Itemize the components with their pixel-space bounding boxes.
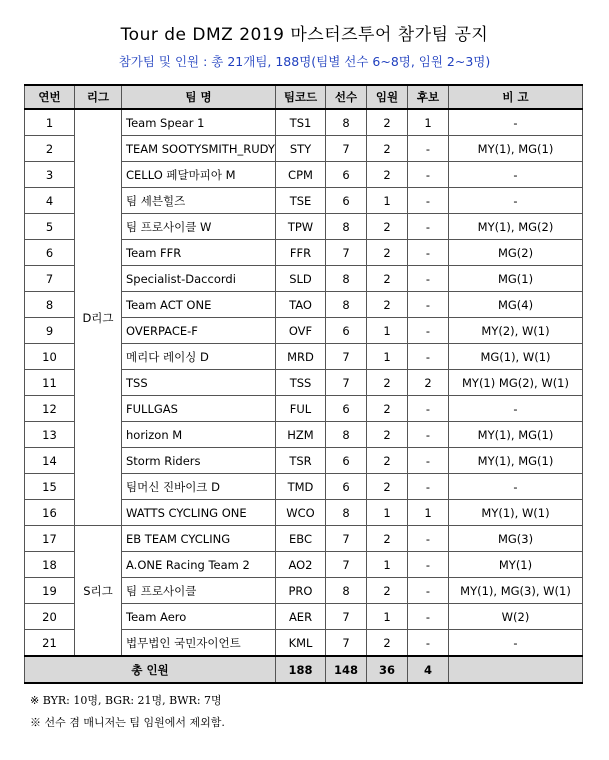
- cell-reserves: 1: [408, 109, 449, 136]
- cell-reserves: -: [408, 344, 449, 370]
- cell-note: -: [449, 109, 583, 136]
- cell-number: 16: [25, 500, 75, 526]
- cell-team-code: MRD: [276, 344, 326, 370]
- cell-reserves: -: [408, 604, 449, 630]
- cell-staff: 1: [367, 344, 408, 370]
- cell-team-name: TEAM SOOTYSMITH_RUDY: [122, 136, 276, 162]
- cell-team-code: KML: [276, 630, 326, 657]
- cell-note: MG(1), W(1): [449, 344, 583, 370]
- cell-number: 18: [25, 552, 75, 578]
- cell-number: 7: [25, 266, 75, 292]
- cell-team-code: EBC: [276, 526, 326, 552]
- cell-number: 11: [25, 370, 75, 396]
- cell-team-name: 팀 프로사이클: [122, 578, 276, 604]
- cell-number: 4: [25, 188, 75, 214]
- cell-reserves: -: [408, 526, 449, 552]
- cell-staff: 2: [367, 214, 408, 240]
- document-subtitle: 참가팀 및 인원 : 총 21개팀, 188명(팀별 선수 6~8명, 임원 2~3명): [118, 54, 491, 69]
- cell-players: 6: [326, 474, 367, 500]
- cell-players: 7: [326, 344, 367, 370]
- cell-note: MG(4): [449, 292, 583, 318]
- cell-number: 1: [25, 109, 75, 136]
- cell-league: S리그: [75, 526, 122, 657]
- cell-team-name: 팀 세븐힐즈: [122, 188, 276, 214]
- cell-players: 7: [326, 552, 367, 578]
- cell-number: 10: [25, 344, 75, 370]
- cell-reserves: -: [408, 292, 449, 318]
- cell-note: MG(1): [449, 266, 583, 292]
- cell-reserves: -: [408, 474, 449, 500]
- cell-reserves: -: [408, 240, 449, 266]
- cell-team-code: TSE: [276, 188, 326, 214]
- cell-note: W(2): [449, 604, 583, 630]
- cell-team-name: CELLO 페달마피아 M: [122, 162, 276, 188]
- cell-note: MY(1) MG(2), W(1): [449, 370, 583, 396]
- cell-team-code: OVF: [276, 318, 326, 344]
- cell-number: 20: [25, 604, 75, 630]
- cell-staff: 1: [367, 552, 408, 578]
- cell-staff: 2: [367, 396, 408, 422]
- cell-staff: 2: [367, 136, 408, 162]
- cell-team-name: Team Spear 1: [122, 109, 276, 136]
- cell-staff: 1: [367, 500, 408, 526]
- total-note: [449, 656, 583, 683]
- total-row: [25, 656, 583, 683]
- cell-note: MY(1), MG(1): [449, 448, 583, 474]
- cell-staff: 1: [367, 188, 408, 214]
- cell-staff: 2: [367, 578, 408, 604]
- cell-staff: 2: [367, 448, 408, 474]
- total-all: 188: [276, 656, 326, 683]
- cell-players: 6: [326, 162, 367, 188]
- cell-staff: 2: [367, 240, 408, 266]
- cell-note: MY(1), W(1): [449, 500, 583, 526]
- cell-reserves: -: [408, 552, 449, 578]
- cell-reserves: -: [408, 136, 449, 162]
- cell-number: 8: [25, 292, 75, 318]
- cell-players: 7: [326, 370, 367, 396]
- cell-reserves: -: [408, 630, 449, 657]
- cell-team-code: TPW: [276, 214, 326, 240]
- cell-players: 7: [326, 136, 367, 162]
- cell-team-code: CPM: [276, 162, 326, 188]
- total-reserves: 4: [408, 656, 449, 683]
- cell-number: 13: [25, 422, 75, 448]
- cell-number: 5: [25, 214, 75, 240]
- cell-team-name: 메리다 레이싱 D: [122, 344, 276, 370]
- cell-team-name: Team FFR: [122, 240, 276, 266]
- cell-staff: 2: [367, 526, 408, 552]
- cell-team-code: WCO: [276, 500, 326, 526]
- cell-staff: 2: [367, 292, 408, 318]
- cell-team-code: TSS: [276, 370, 326, 396]
- col-header-league: 리그: [75, 85, 122, 109]
- col-header-team-code: 팀코드: [276, 85, 326, 109]
- cell-league: D리그: [75, 109, 122, 526]
- cell-staff: 2: [367, 162, 408, 188]
- col-header-notes: 비 고: [449, 85, 583, 109]
- cell-reserves: 2: [408, 370, 449, 396]
- col-header-team-name: 팀 명: [122, 85, 276, 109]
- cell-staff: 2: [367, 630, 408, 657]
- cell-team-code: HZM: [276, 422, 326, 448]
- cell-team-code: FFR: [276, 240, 326, 266]
- cell-reserves: -: [408, 214, 449, 240]
- cell-number: 3: [25, 162, 75, 188]
- footnote-manager-rule: ※ 선수 겸 매니저는 팀 임원에서 제외함.: [30, 716, 225, 729]
- document-title: Tour de DMZ 2019 마스터즈투어 참가팀 공지: [120, 25, 489, 45]
- cell-number: 17: [25, 526, 75, 552]
- cell-reserves: -: [408, 422, 449, 448]
- cell-players: 6: [326, 188, 367, 214]
- cell-team-name: 팀머신 진바이크 D: [122, 474, 276, 500]
- team-roster-table: [24, 84, 583, 684]
- table-row: [25, 109, 583, 136]
- cell-players: 8: [326, 578, 367, 604]
- cell-note: -: [449, 162, 583, 188]
- cell-number: 2: [25, 136, 75, 162]
- cell-staff: 1: [367, 318, 408, 344]
- cell-reserves: 1: [408, 500, 449, 526]
- cell-reserves: -: [408, 448, 449, 474]
- footnotes: [30, 690, 225, 734]
- cell-note: -: [449, 396, 583, 422]
- cell-team-name: 법무법인 국민자이언트: [122, 630, 276, 657]
- cell-team-name: horizon M: [122, 422, 276, 448]
- cell-team-name: TSS: [122, 370, 276, 396]
- cell-team-code: STY: [276, 136, 326, 162]
- cell-team-name: OVERPACE-F: [122, 318, 276, 344]
- cell-note: -: [449, 474, 583, 500]
- cell-team-name: FULLGAS: [122, 396, 276, 422]
- cell-note: -: [449, 630, 583, 657]
- cell-reserves: -: [408, 188, 449, 214]
- col-header-reserves: 후보: [408, 85, 449, 109]
- cell-staff: 2: [367, 266, 408, 292]
- cell-team-code: FUL: [276, 396, 326, 422]
- cell-players: 7: [326, 604, 367, 630]
- cell-players: 6: [326, 448, 367, 474]
- cell-note: MY(1), MG(1): [449, 422, 583, 448]
- cell-team-code: AO2: [276, 552, 326, 578]
- cell-staff: 1: [367, 604, 408, 630]
- table-row: [25, 526, 583, 552]
- cell-players: 7: [326, 630, 367, 657]
- cell-team-code: SLD: [276, 266, 326, 292]
- cell-staff: 2: [367, 474, 408, 500]
- cell-team-name: 팀 프로사이클 W: [122, 214, 276, 240]
- cell-team-code: TS1: [276, 109, 326, 136]
- cell-players: 7: [326, 240, 367, 266]
- cell-team-code: AER: [276, 604, 326, 630]
- cell-team-name: A.ONE Racing Team 2: [122, 552, 276, 578]
- cell-team-code: TSR: [276, 448, 326, 474]
- cell-note: MY(1): [449, 552, 583, 578]
- cell-team-name: Storm Riders: [122, 448, 276, 474]
- cell-note: MY(1), MG(3), W(1): [449, 578, 583, 604]
- total-label: 총 인원: [25, 656, 276, 683]
- cell-note: MY(1), MG(2): [449, 214, 583, 240]
- cell-number: 19: [25, 578, 75, 604]
- total-staff: 36: [367, 656, 408, 683]
- cell-team-name: EB TEAM CYCLING: [122, 526, 276, 552]
- cell-team-name: WATTS CYCLING ONE: [122, 500, 276, 526]
- cell-number: 14: [25, 448, 75, 474]
- total-players: 148: [326, 656, 367, 683]
- cell-note: MG(2): [449, 240, 583, 266]
- cell-staff: 2: [367, 370, 408, 396]
- cell-players: 7: [326, 526, 367, 552]
- cell-team-code: TAO: [276, 292, 326, 318]
- cell-team-code: PRO: [276, 578, 326, 604]
- footnote-rider-counts: ※ BYR: 10명, BGR: 21명, BWR: 7명: [30, 694, 222, 707]
- cell-players: 6: [326, 396, 367, 422]
- cell-team-code: TMD: [276, 474, 326, 500]
- cell-team-name: Team ACT ONE: [122, 292, 276, 318]
- cell-players: 8: [326, 109, 367, 136]
- cell-number: 12: [25, 396, 75, 422]
- col-header-staff: 임원: [367, 85, 408, 109]
- cell-team-name: Specialist-Daccordi: [122, 266, 276, 292]
- cell-staff: 2: [367, 422, 408, 448]
- cell-number: 21: [25, 630, 75, 657]
- cell-reserves: -: [408, 162, 449, 188]
- table-body: [25, 109, 583, 656]
- cell-note: MG(3): [449, 526, 583, 552]
- cell-reserves: -: [408, 578, 449, 604]
- cell-reserves: -: [408, 266, 449, 292]
- cell-players: 8: [326, 422, 367, 448]
- cell-players: 8: [326, 292, 367, 318]
- cell-number: 9: [25, 318, 75, 344]
- cell-reserves: -: [408, 396, 449, 422]
- cell-note: -: [449, 188, 583, 214]
- cell-reserves: -: [408, 318, 449, 344]
- table-header-row: [25, 85, 583, 109]
- col-header-number: 연번: [25, 85, 75, 109]
- cell-team-name: Team Aero: [122, 604, 276, 630]
- col-header-players: 선수: [326, 85, 367, 109]
- cell-staff: 2: [367, 109, 408, 136]
- cell-players: 6: [326, 318, 367, 344]
- cell-players: 8: [326, 214, 367, 240]
- cell-number: 15: [25, 474, 75, 500]
- cell-players: 8: [326, 266, 367, 292]
- cell-players: 8: [326, 500, 367, 526]
- cell-note: MY(1), MG(1): [449, 136, 583, 162]
- cell-note: MY(2), W(1): [449, 318, 583, 344]
- cell-number: 6: [25, 240, 75, 266]
